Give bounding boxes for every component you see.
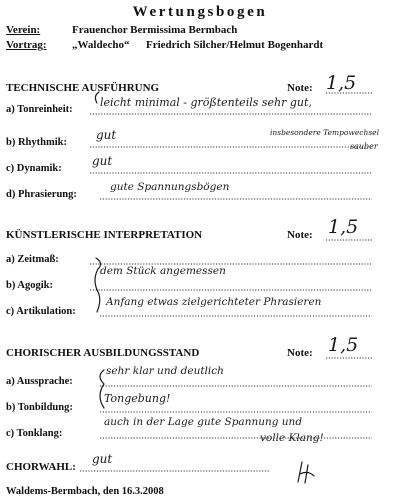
signature-icon [298,462,314,483]
verein-value: Frauenchor Bermissima Bermbach [72,24,238,36]
dynamik-comment: gut [92,154,113,168]
chorisch-note-label: Note: [287,347,313,359]
zeitmass-label: a) Zeitmaß: [6,254,59,265]
rhythmik-label: b) Rhythmik: [6,137,67,148]
chorisch-bracket [100,370,104,408]
vortrag-label: Vortrag: [6,39,47,51]
tonklang-label: c) Tonklang: [6,428,63,439]
tonklang-comment-line2: volle Klang! [260,432,324,444]
kuenstlerisch-note-value: 1,5 [328,216,359,238]
artikulation-comment: Anfang etwas zielgerichteter Phrasieren [106,296,322,308]
phrasierung-comment: gute Spannungsbögen [110,181,230,193]
kuenstlerisch-note-label: Note: [287,229,313,241]
rhythmik-comment: gut [96,128,117,142]
aussprache-comment: sehr klar und deutlich [106,365,224,377]
rhythmik-aside-line2: sauber [350,142,378,151]
section-kuenstlerische-interpretation-title: KÜNSTLERISCHE INTERPRETATION [6,229,203,241]
chorisch-note-value: 1,5 [328,334,359,356]
agogik-label: b) Agogik: [6,280,53,291]
place-date: Waldems-Bermbach, den 16.3.2008 [6,486,164,497]
tonreinheit-label: a) Tonreinheit: [6,104,73,115]
technisch-note-label: Note: [287,82,313,94]
section-chorischer-ausbildungsstand-title: CHORISCHER AUSBILDUNGSSTAND [6,347,200,359]
kuenstlerisch-bracket [95,258,101,312]
tonbildung-comment: Tongebung! [104,392,171,405]
form-title: Wertungsbogen [132,4,268,20]
dynamik-label: c) Dynamik: [6,163,62,174]
tonreinheit-comment: leicht minimal - größtenteils sehr gut, [100,96,312,109]
tonklang-comment: auch in der Lage gute Spannung und [104,416,303,428]
vortrag-title: „Waldecho“ [72,39,130,51]
section-technische-ausfuehrung-title: TECHNISCHE AUSFÜHRUNG [6,82,160,94]
technisch-note-value: 1,5 [326,72,357,94]
tonreinheit-bracket [95,92,99,103]
chorwahl-label: CHORWAHL: [6,461,76,473]
artikulation-label: c) Artikulation: [6,306,76,317]
chorwahl-comment: gut [92,452,113,466]
aussprache-label: a) Aussprache: [6,376,73,387]
vortrag-composer: Friedrich Silcher/Helmut Bogenhardt [146,39,324,51]
agogik-comment: dem Stück angemessen [100,265,226,277]
rhythmik-aside-line1: insbesondere Tempowechsel [270,128,380,137]
tonbildung-label: b) Tonbildung: [6,402,73,413]
verein-label: Verein: [6,24,41,36]
phrasierung-label: d) Phrasierung: [6,189,77,200]
